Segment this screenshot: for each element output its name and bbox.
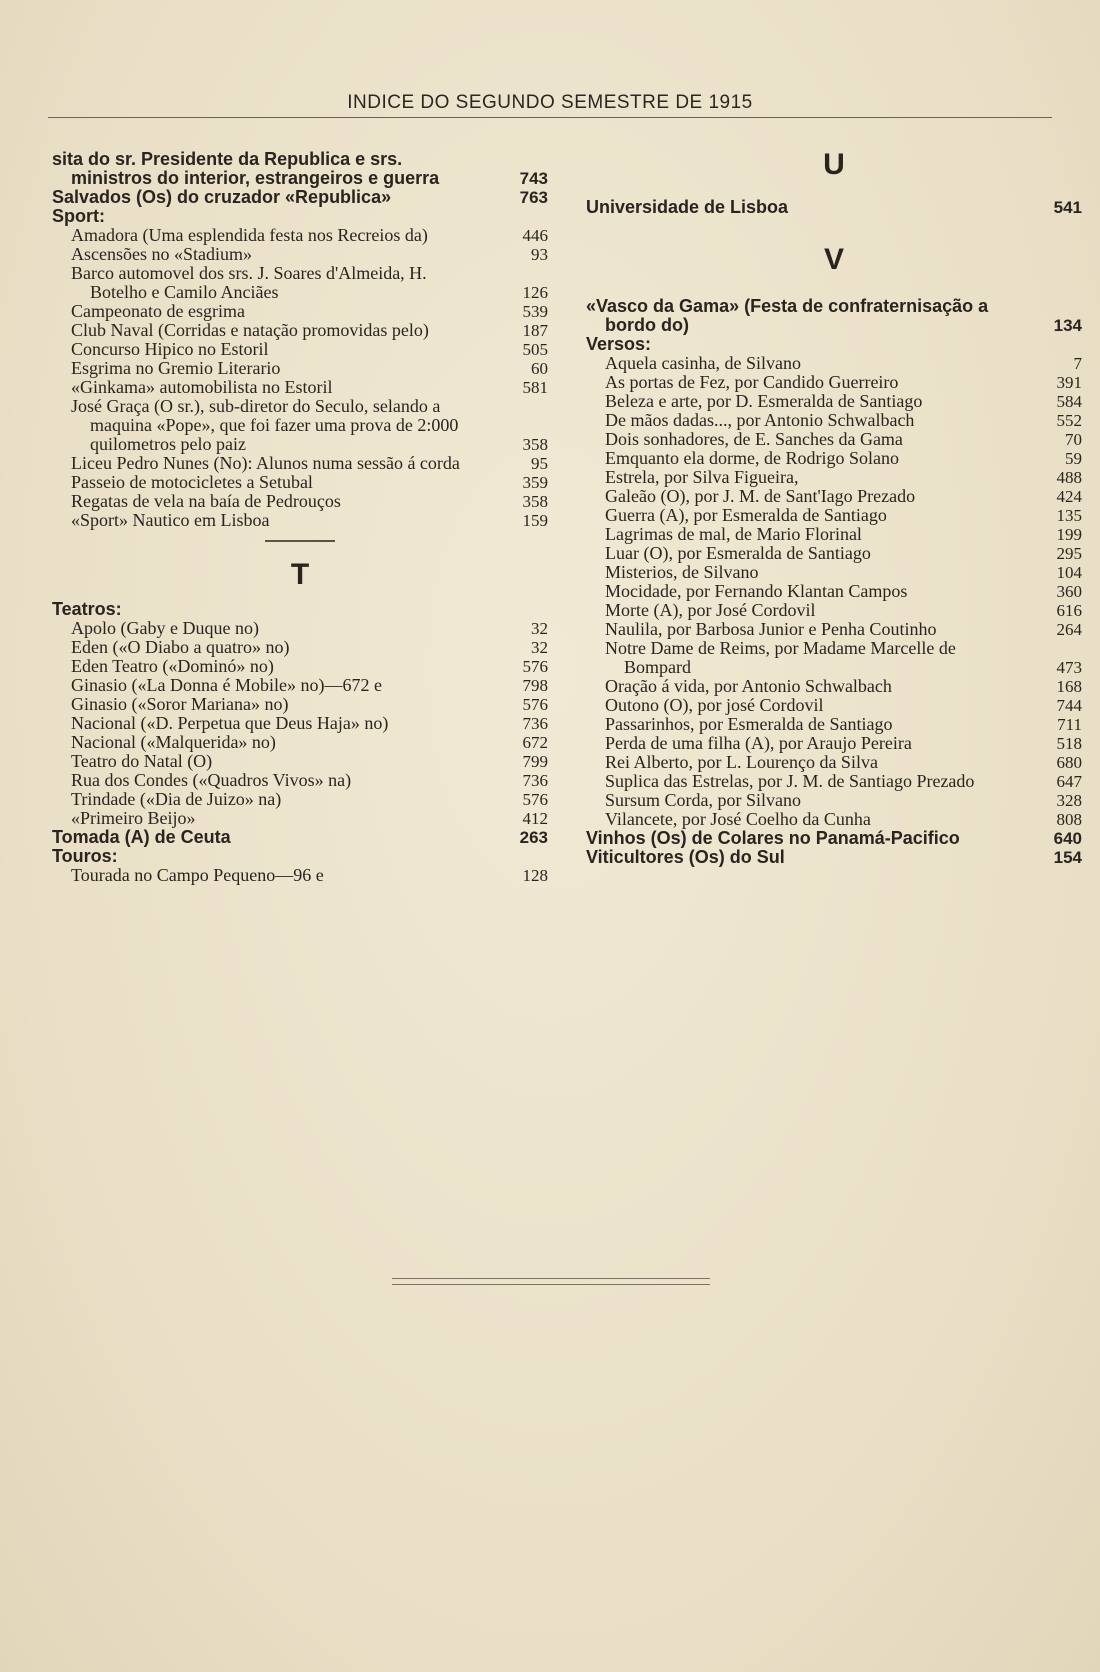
entry-page-number: 711 — [1057, 715, 1082, 734]
index-entry — [586, 468, 1082, 487]
entry-page-number: 93 — [531, 245, 548, 264]
entry-page-number: 424 — [1056, 487, 1082, 506]
index-entry — [586, 639, 1082, 677]
index-entry — [52, 359, 548, 378]
entry-text: Guerra (A), por Esmeralda de Santiago — [605, 505, 887, 525]
index-entry — [52, 340, 548, 359]
entry-page-number: 128 — [522, 866, 548, 885]
entry-page-number: 358 — [522, 435, 548, 454]
entry-text: Vinhos (Os) de Colares no Panamá-Pacifico — [586, 828, 960, 848]
index-entry — [586, 715, 1082, 734]
entry-page-number: 552 — [1056, 411, 1082, 430]
index-entry — [52, 638, 548, 657]
index-entry — [52, 771, 548, 790]
index-entry — [52, 695, 548, 714]
entry-page-number: 126 — [522, 283, 548, 302]
index-entry — [586, 335, 1082, 354]
entry-page-number: 744 — [1056, 696, 1082, 715]
left-column — [52, 150, 548, 885]
footer-rule-2 — [392, 1284, 710, 1285]
entry-text: Passarinhos, por Esmeralda de Santiago — [605, 714, 893, 734]
entry-page-number: 187 — [522, 321, 548, 340]
entry-text: Club Naval (Corridas e natação promovidas pelo) — [71, 320, 429, 340]
entry-page-number: 154 — [1053, 848, 1082, 867]
entry-page-number: 60 — [531, 359, 548, 378]
entry-text: Versos: — [586, 334, 652, 354]
entry-text: Apolo (Gaby e Duque no) — [71, 618, 259, 638]
entry-page-number: 539 — [522, 302, 548, 321]
entry-text: Amadora (Uma esplendida festa nos Recreios da) — [71, 225, 428, 245]
entry-text: Mocidade, por Fernando Klantan Campos — [605, 581, 908, 601]
entry-text: Concurso Hipico no Estoril — [71, 339, 269, 359]
entry-page-number: 672 — [522, 733, 548, 752]
entry-page-number: 808 — [1056, 810, 1082, 829]
index-entry — [52, 492, 548, 511]
entry-page-number: 70 — [1065, 430, 1082, 449]
index-entry — [586, 354, 1082, 373]
index-entry — [52, 188, 548, 207]
index-entry — [586, 544, 1082, 563]
entry-page-number: 135 — [1056, 506, 1082, 525]
index-entry — [52, 790, 548, 809]
index-entry — [52, 473, 548, 492]
index-entry — [586, 601, 1082, 620]
header-rule — [48, 117, 1052, 118]
index-entry — [52, 264, 548, 302]
entry-text: Teatros: — [52, 599, 122, 619]
index-entry — [52, 321, 548, 340]
entry-text: Aquela casinha, de Silvano — [605, 353, 801, 373]
index-entry — [586, 582, 1082, 601]
entry-text: Rei Alberto, por L. Lourenço da Silva — [605, 752, 878, 772]
entry-text: Touros: — [52, 846, 118, 866]
entry-text: As portas de Fez, por Candido Guerreiro — [605, 372, 899, 392]
entry-text: José Graça (O sr.), sub-diretor do Seculo, selando a maquina «Pope», que foi fazer uma prova de 2:000 quilometros pelo paiz — [71, 396, 459, 454]
index-entry — [586, 373, 1082, 392]
entries-t — [52, 600, 548, 885]
entry-text: «Ginkama» automobilista no Estoril — [71, 377, 333, 397]
entry-text: Sport: — [52, 206, 105, 226]
index-entry — [52, 657, 548, 676]
index-entry — [52, 245, 548, 264]
entry-page-number: 95 — [531, 454, 548, 473]
index-entry — [52, 454, 548, 473]
entry-text: Ginasio («La Donna é Mobile» no)—672 e — [71, 675, 382, 695]
entry-page-number: 59 — [1065, 449, 1082, 468]
entry-page-number: 104 — [1056, 563, 1082, 582]
entry-page-number: 736 — [522, 714, 548, 733]
index-entry — [52, 752, 548, 771]
entry-text: Rua dos Condes («Quadros Vivos» na) — [71, 770, 352, 790]
entry-page-number: 576 — [522, 695, 548, 714]
index-entry — [586, 297, 1082, 335]
index-entry — [586, 696, 1082, 715]
entry-text: Esgrima no Gremio Literario — [71, 358, 281, 378]
entry-text: Sursum Corda, por Silvano — [605, 790, 801, 810]
entry-page-number: 263 — [519, 828, 548, 847]
entry-text: sita do sr. Presidente da Republica e srs. ministros do interior, estrangeiros e guerra — [52, 149, 440, 188]
entry-text: Regatas de vela na baía de Pedrouços — [71, 491, 341, 511]
index-entry — [586, 392, 1082, 411]
entry-page-number: 199 — [1056, 525, 1082, 544]
entry-text: «Sport» Nautico em Lisboa — [71, 510, 270, 530]
entry-page-number: 518 — [1056, 734, 1082, 753]
entry-text: Liceu Pedro Nunes (No): Alunos numa sessão á corda — [71, 453, 460, 473]
entry-text: Barco automovel dos srs. J. Soares d'Almeida, H. Botelho e Camilo Anciães — [71, 263, 427, 302]
entry-text: Viticultores (Os) do Sul — [586, 847, 785, 867]
index-entry — [586, 848, 1082, 867]
index-entry — [52, 828, 548, 847]
entry-page-number: 32 — [531, 619, 548, 638]
right-column — [586, 150, 1082, 867]
index-entry — [586, 506, 1082, 525]
entry-text: Eden («O Diabo a quatro» no) — [71, 637, 290, 657]
entry-text: Lagrimas de mal, de Mario Florinal — [605, 524, 862, 544]
index-entry — [586, 525, 1082, 544]
entry-text: Passeio de motocicletes a Setubal — [71, 472, 313, 492]
footer-rule-1 — [392, 1278, 710, 1279]
entry-text: Ascensões no «Stadium» — [71, 244, 252, 264]
entry-text: Teatro do Natal (O) — [71, 751, 213, 771]
entry-text: Dois sonhadores, de E. Sanches da Gama — [605, 429, 903, 449]
entry-page-number: 473 — [1056, 658, 1082, 677]
entry-text: Campeonato de esgrima — [71, 301, 245, 321]
entry-text: Misterios, de Silvano — [605, 562, 759, 582]
index-entry — [586, 198, 1082, 217]
entry-text: Universidade de Lisboa — [586, 197, 789, 217]
entry-page-number: 412 — [522, 809, 548, 828]
index-entry — [52, 226, 548, 245]
section-divider — [265, 540, 335, 542]
entry-page-number: 680 — [1056, 753, 1082, 772]
entry-text: Nacional («Malquerida» no) — [71, 732, 276, 752]
entry-page-number: 295 — [1056, 544, 1082, 563]
index-entry — [586, 753, 1082, 772]
entry-page-number: 505 — [522, 340, 548, 359]
entry-text: Emquanto ela dorme, de Rodrigo Solano — [605, 448, 899, 468]
entry-text: Morte (A), por José Cordovil — [605, 600, 816, 620]
entry-text: Perda de uma filha (A), por Araujo Pereira — [605, 733, 912, 753]
index-entry — [52, 866, 548, 885]
letter-heading-v: V — [823, 243, 844, 276]
entry-text: Galeão (O), por J. M. de Sant'Iago Prezado — [605, 486, 916, 506]
entry-text: Ginasio («Soror Mariana» no) — [71, 694, 289, 714]
entry-page-number: 328 — [1056, 791, 1082, 810]
page-header: INDICE DO SEGUNDO SEMESTRE DE 1915 — [347, 92, 753, 113]
entry-text: Tomada (A) de Ceuta — [52, 827, 231, 847]
entry-page-number: 763 — [519, 188, 548, 207]
entry-text: De mãos dadas..., por Antonio Schwalbach — [605, 410, 915, 430]
index-entry — [586, 563, 1082, 582]
index-entry — [52, 378, 548, 397]
entry-text: Beleza e arte, por D. Esmeralda de Santiago — [605, 391, 923, 411]
index-entry — [586, 791, 1082, 810]
index-entry — [586, 487, 1082, 506]
entry-page-number: 576 — [522, 657, 548, 676]
entry-page-number: 359 — [522, 473, 548, 492]
entry-text: Vilancete, por José Coelho da Cunha — [605, 809, 871, 829]
letter-heading-u: U — [823, 148, 845, 181]
entry-text: «Primeiro Beijo» — [71, 808, 196, 828]
index-entry — [52, 676, 548, 695]
entry-page-number: 798 — [522, 676, 548, 695]
entry-page-number: 264 — [1056, 620, 1082, 639]
entry-text: Luar (O), por Esmeralda de Santiago — [605, 543, 871, 563]
entry-page-number: 541 — [1053, 198, 1082, 217]
index-entry — [586, 620, 1082, 639]
entry-page-number: 168 — [1056, 677, 1082, 696]
entry-page-number: 581 — [522, 378, 548, 397]
index-entry — [52, 397, 548, 454]
entry-text: Naulila, por Barbosa Junior e Penha Coutinho — [605, 619, 937, 639]
entry-text: Notre Dame de Reims, por Madame Marcelle de Bompard — [605, 638, 956, 677]
index-entry — [586, 411, 1082, 430]
entry-text: «Vasco da Gama» (Festa de confraternisação a bordo do) — [586, 296, 989, 335]
entry-text: Nacional («D. Perpetua que Deus Haja» no) — [71, 713, 389, 733]
index-entry — [52, 714, 548, 733]
entry-page-number: 743 — [519, 169, 548, 188]
entry-page-number: 446 — [522, 226, 548, 245]
entry-text: Outono (O), por josé Cordovil — [605, 695, 824, 715]
entry-page-number: 799 — [522, 752, 548, 771]
entry-text: Oração á vida, por Antonio Schwalbach — [605, 676, 892, 696]
entries-v — [586, 297, 1082, 867]
index-entry — [52, 619, 548, 638]
entry-text: Tourada no Campo Pequeno—96 e — [71, 865, 324, 885]
entry-text: Salvados (Os) do cruzador «Republica» — [52, 187, 392, 207]
entries-s — [52, 150, 548, 530]
entry-page-number: 7 — [1073, 354, 1082, 373]
index-entry — [586, 449, 1082, 468]
entry-page-number: 360 — [1056, 582, 1082, 601]
index-entry — [586, 772, 1082, 791]
letter-heading-t: T — [290, 558, 310, 591]
entry-text: Eden Teatro («Dominó» no) — [71, 656, 274, 676]
entry-page-number: 32 — [531, 638, 548, 657]
entry-text: Suplica das Estrelas, por J. M. de Santiago Prezado — [605, 771, 975, 791]
entry-page-number: 488 — [1056, 468, 1082, 487]
index-entry — [52, 733, 548, 752]
entry-page-number: 647 — [1056, 772, 1082, 791]
entry-page-number: 640 — [1053, 829, 1082, 848]
entry-page-number: 159 — [522, 511, 548, 530]
index-entry — [52, 600, 548, 619]
entry-text: Estrela, por Silva Figueira, — [605, 467, 799, 487]
index-entry — [52, 511, 548, 530]
index-entry — [586, 829, 1082, 848]
entry-page-number: 134 — [1053, 316, 1082, 335]
index-entry — [586, 734, 1082, 753]
index-entry — [586, 430, 1082, 449]
index-entry — [52, 207, 548, 226]
index-entry — [52, 302, 548, 321]
entry-text: Trindade («Dia de Juizo» na) — [71, 789, 282, 809]
entry-page-number: 391 — [1056, 373, 1082, 392]
index-entry — [52, 150, 548, 188]
index-entry — [52, 847, 548, 866]
index-entry — [586, 677, 1082, 696]
index-entry — [586, 810, 1082, 829]
entry-page-number: 736 — [522, 771, 548, 790]
entry-page-number: 584 — [1056, 392, 1082, 411]
entry-page-number: 358 — [522, 492, 548, 511]
entry-page-number: 576 — [522, 790, 548, 809]
entries-u — [586, 198, 1082, 217]
index-entry — [52, 809, 548, 828]
entry-page-number: 616 — [1056, 601, 1082, 620]
